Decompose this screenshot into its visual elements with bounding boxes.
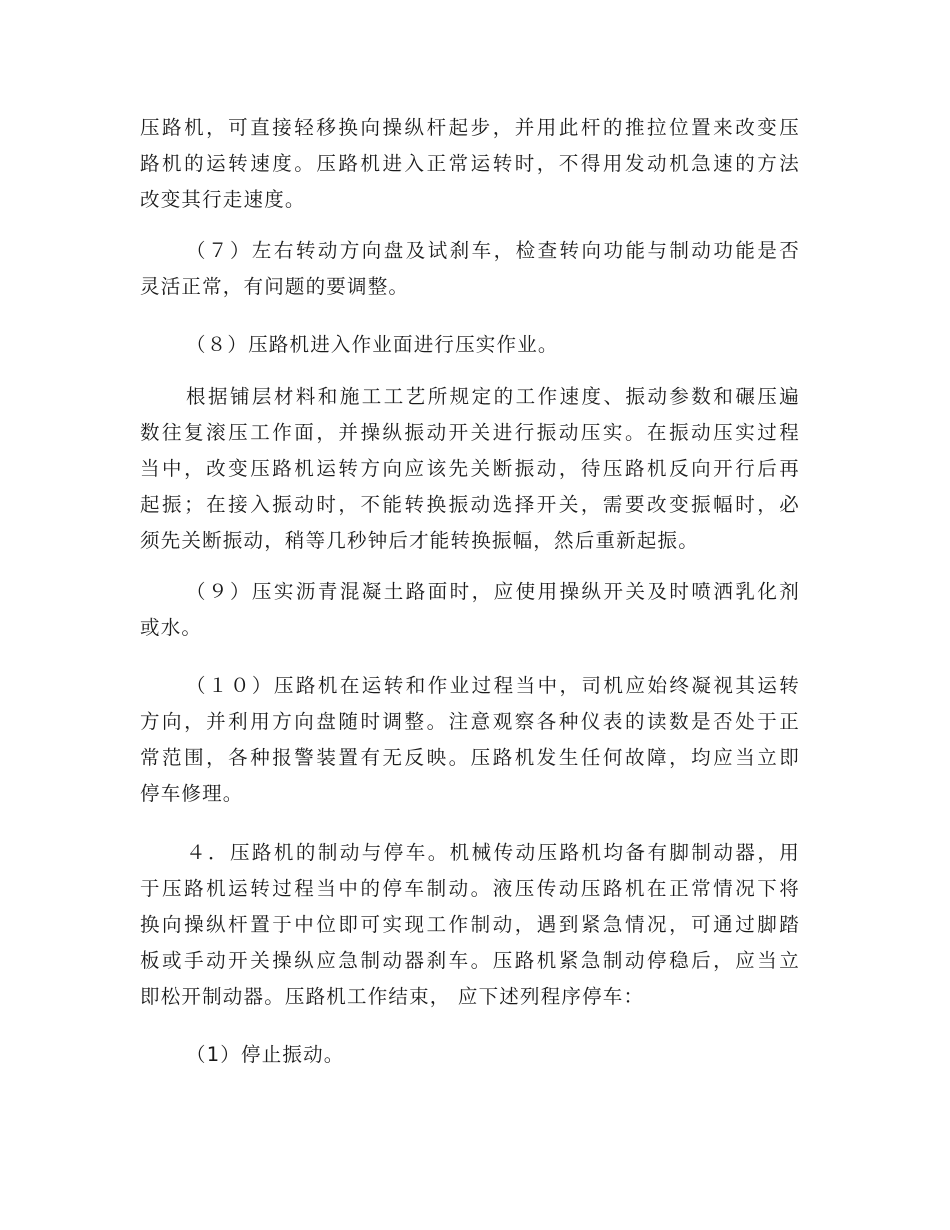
text-line: 当中，改变压路机运转方向应该先关断振动，待压路机反向开行后再 xyxy=(140,457,800,480)
text-line: 停车修理。 xyxy=(140,782,244,805)
text-line: （８）压路机进入作业面进行压实作业。 xyxy=(186,333,559,356)
text-line: （１０）压路机在运转和作业过程当中，司机应始终凝视其运转 xyxy=(186,674,800,697)
text-line: 灵活正常，有问题的要调整。 xyxy=(140,275,410,298)
text-line: 压路机，可直接轻移换向操纵杆起步，并用此杆的推拉位置来改变压 xyxy=(140,116,800,139)
text-line: （９）压实沥青混凝土路面时，应使用操纵开关及时喷洒乳化剂 xyxy=(186,580,800,603)
text-line: ４．压路机的制动与停车。机械传动压路机均备有脚制动器，用 xyxy=(186,841,800,864)
text-line: 方向，并利用方向盘随时调整。注意观察各种仪表的读数是否处于正 xyxy=(140,710,800,733)
text-line: 起振；在接入振动时，不能转换振动选择开关，需要改变振幅时，必 xyxy=(140,493,800,516)
text-line: 根据铺层材料和施工工艺所规定的工作速度、振动参数和碾压遍 xyxy=(186,385,800,408)
text-line: （７）左右转动方向盘及试刹车，检查转向功能与制动功能是否 xyxy=(186,239,800,262)
text-line: 数往复滚压工作面，并操纵振动开关进行振动压实。在振动压实过程 xyxy=(140,421,800,444)
text-line: 或水。 xyxy=(140,616,203,639)
text-line: 须先关断振动，稍等几秒钟后才能转换振幅，然后重新起振。 xyxy=(140,529,699,552)
text-line: 板或手动开关操纵应急制动器刹车。压路机紧急制动停稳后，应当立 xyxy=(140,949,800,972)
text-line: 即松开制动器。压路机工作结束， 应下述列程序停车： xyxy=(140,985,645,1008)
text-line: 常范围，各种报警装置有无反映。压路机发生任何故障，均应当立即 xyxy=(140,746,800,769)
text-line: （1）停止振动。 xyxy=(186,1043,345,1066)
text-line: 改变其行走速度。 xyxy=(140,188,306,211)
text-line: 于压路机运转过程当中的停车制动。液压传动压路机在正常情况下将 xyxy=(140,877,800,900)
text-line: 路机的运转速度。压路机进入正常运转时，不得用发动机急速的方法 xyxy=(140,152,800,175)
text-line: 换向操纵杆置于中位即可实现工作制动，遇到紧急情况，可通过脚踏 xyxy=(140,913,800,936)
